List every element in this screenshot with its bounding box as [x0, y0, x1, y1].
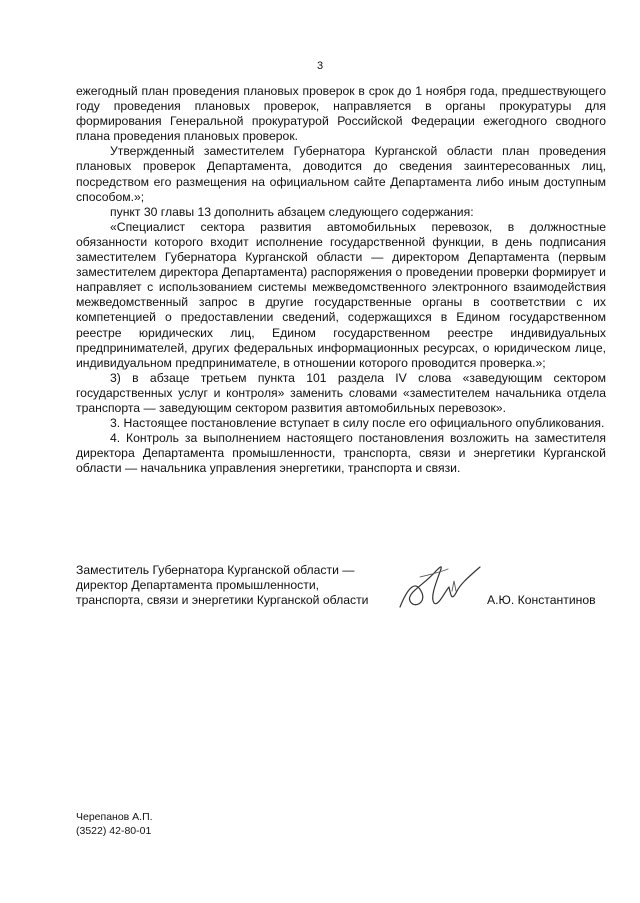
signatory-position-line: директор Департамента промышленности, — [76, 578, 320, 593]
signatory-position-line: транспорта, связи и энергетики Курганской области — [76, 593, 369, 608]
signatory-name: А.Ю. Константинов — [487, 593, 596, 607]
executor-name: Черепанов А.П. — [76, 811, 153, 823]
page-number: 3 — [316, 60, 324, 72]
paragraph-clause-30: пункт 30 главы 13 дополнить абзацем следующего содержания: — [110, 204, 474, 219]
paragraph-annual-plan: ежегодный план проведения плановых проверок в срок до 1 ноября года, предшествующего году проведения плановых проверок, направляется в органы прокуратуры для формирования Генеральной прокуратурой Российской Федерации ежегодного сводного плана проведения плановых проверок. — [76, 84, 606, 144]
signatory-position — [76, 563, 406, 608]
paragraph-control: 4. Контроль за выполнением настоящего постановления возложить на заместителя директора Департамента промышленности, транспорта, связи и энергетики Курганской области — начальника управления энергетики, транспорта и связи. — [76, 431, 606, 476]
paragraph-specialist: «Специалист сектора развития автомобильных перевозок, в должностные обязанности которого входит исполнение государственной функции, в день подписания заместителем Губернатора Курганской области — директором Департамента (первым заместителем директора Департамента) распоряжения о проведении проверки формирует и направляет с использованием системы межведомственного электронного взаимодействия межведомственный запрос в другие государственные органы в соответствии с их компетенцией о предоставлении сведений, содержащихся в Едином государственном реестре юридических лиц, Едином государственном реестре индивидуальных предпринимателей, других федеральных информационных ресурсах, о юридическом лице, индивидуальном предпринимателе, в отношении которого проводится проверка.»; — [76, 219, 606, 370]
signature-block — [76, 563, 616, 623]
paragraph-item-3-amendment: 3) в абзаце третьем пункта 101 раздела IV слова «заведующим сектором государственных услуг и контроля» заменить словами «заместителем начальника отдела транспорта — заведующим сектором развития автомобильных перевозок». — [76, 370, 606, 415]
paragraph-approved-plan: Утвержденный заместителем Губернатора Курганской области план проведения плановых проверок Департамента, доводится до сведения заинтересованных лиц, посредством его размещения на официальном сайте Департамента либо иным доступным способом.»; — [76, 144, 606, 204]
signatory-position-line: Заместитель Губернатора Курганской области — — [76, 563, 355, 577]
executor-phone: (3522) 42-80-01 — [76, 824, 152, 837]
paragraph-effective-date: 3. Настоящее постановление вступает в силу после его официального опубликования. — [110, 416, 605, 431]
document-body — [76, 84, 606, 476]
handwritten-signature-icon — [394, 557, 484, 617]
executor-contact — [76, 811, 153, 838]
